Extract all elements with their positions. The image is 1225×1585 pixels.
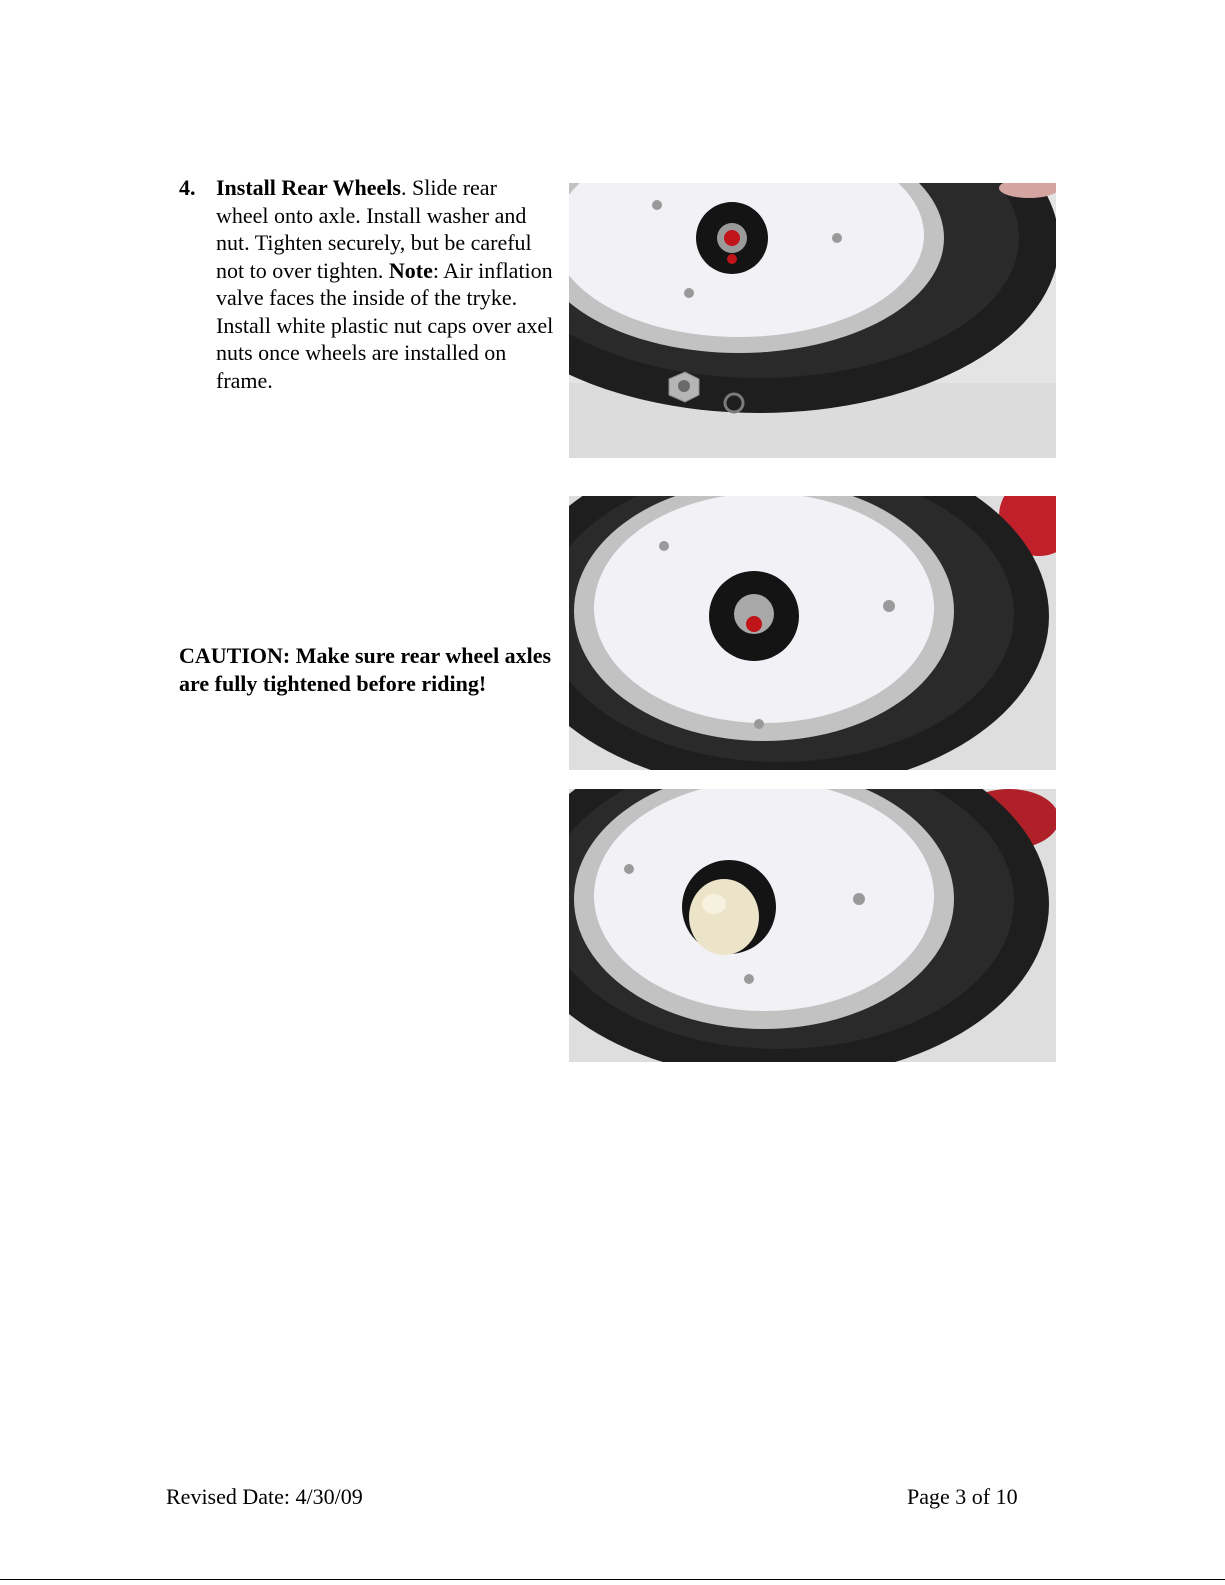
wheel-photo-illustration-2 bbox=[569, 496, 1056, 770]
step-title: Install Rear Wheels bbox=[216, 175, 401, 200]
note-label: Note bbox=[388, 257, 433, 283]
step-text-2: : Air inflation valve faces the inside of the tryke. Install white plastic nut caps over axel nuts once wheels are installed on frame. bbox=[216, 257, 554, 393]
revised-date: Revised Date: 4/30/09 bbox=[166, 1484, 363, 1509]
step-instructions bbox=[216, 174, 554, 394]
wheel-photo-illustration-3 bbox=[569, 789, 1056, 1062]
page-bottom-rule bbox=[0, 1579, 1225, 1580]
step-number: 4. bbox=[179, 175, 196, 200]
step-4 bbox=[179, 174, 554, 394]
caution-text: CAUTION: Make sure rear wheel axles are fully tightened before riding! bbox=[179, 643, 552, 696]
photo-wheel-with-nut-cap bbox=[569, 789, 1056, 1062]
page-number: Page 3 of 10 bbox=[907, 1484, 1018, 1509]
wheel-photo-illustration-1 bbox=[569, 183, 1056, 458]
photo-wheel-nut-tightened bbox=[569, 496, 1056, 770]
step-text-1: . Slide rear wheel onto axle. Install washer and nut. Tighten securely, but be careful not to over tighten. bbox=[216, 175, 532, 283]
photo-wheel-with-nut-and-washer bbox=[569, 183, 1056, 458]
